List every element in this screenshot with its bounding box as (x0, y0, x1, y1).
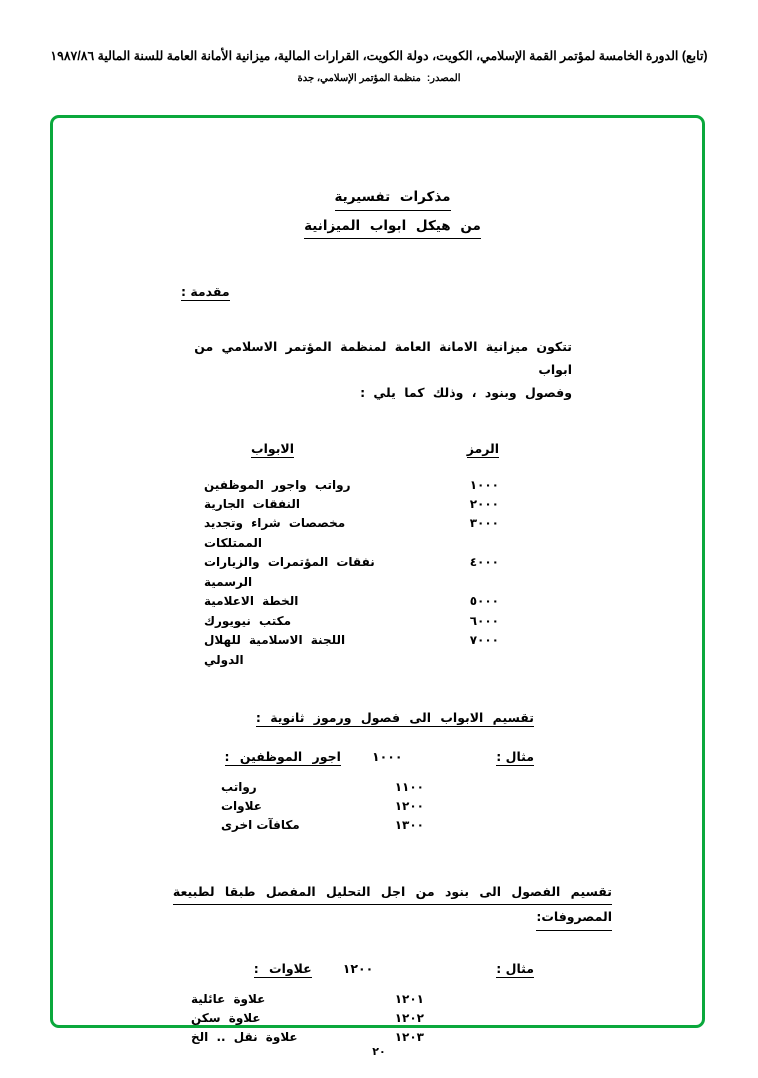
title-line-2: من هيكل ابواب الميزانية (304, 216, 481, 240)
column-header-code-wrap (389, 441, 499, 458)
section2-example-value (201, 749, 426, 766)
source-value: منظمة المؤتمر الإسلامي، جدة (297, 73, 421, 85)
table-row (196, 476, 499, 495)
page-header (0, 48, 758, 84)
intro-paragraph-line-1: تتكون ميزانية الامانة العامة لمنظمة المؤتمر الاسلامي من ابواب (194, 339, 572, 378)
row-code: ٣٠٠٠ (469, 516, 499, 531)
list-item (101, 797, 424, 816)
sub-row-name: علاوة عائلية (191, 992, 266, 1006)
sub-row-code: ١٢٠٠ (394, 799, 424, 814)
sub-row-name: علاوة سكن (191, 1011, 261, 1026)
list-item (101, 1009, 424, 1028)
row-code: ٥٠٠٠ (469, 594, 499, 609)
intro-heading (101, 281, 654, 301)
sub-row-code: ١٢٠١ (394, 992, 424, 1006)
row-name: اللجنة الاسلامية للهلال الدولي (204, 633, 346, 667)
abwab-table-body (101, 476, 654, 670)
header-title: (تابع) الدورة الخامسة لمؤتمر القمة الإسلامي، الكويت، دولة الكويت، القرارات المالية، ميزانية الأمانة العامة للسنة المالية ١٩٨٧/٨٦ (50, 49, 708, 63)
list-item (101, 816, 424, 835)
section3-example-name: علاوات : (253, 961, 312, 976)
sub-row-code: ١٢٠٣ (394, 1030, 424, 1045)
section2-rows (101, 778, 654, 836)
column-header-name: الابواب (251, 440, 294, 456)
title-line-1: مذكرات تفسيرية (335, 187, 451, 211)
document-content (53, 118, 702, 1045)
row-name: مكتب نيويورك (204, 613, 292, 628)
row-name: رواتب واجور الموظفين (204, 477, 351, 492)
list-item (101, 990, 424, 1009)
sub-row-code: ١٣٠٠ (394, 818, 424, 833)
row-name: نفقات المؤتمرات والزيارات الرسمية (204, 555, 375, 589)
row-code: ٧٠٠٠ (469, 633, 499, 648)
header-source (0, 73, 758, 84)
row-code: ٢٠٠٠ (469, 497, 499, 511)
section3-example-code: ١٢٠٠ (342, 961, 374, 976)
section3-example-label: مثال : (496, 961, 534, 976)
table-row (196, 553, 499, 592)
section2-title (101, 710, 654, 727)
intro-paragraph (101, 335, 654, 404)
sub-row-code: ١١٠٠ (394, 779, 424, 794)
table-row (196, 514, 499, 553)
section2-example-label: مثال : (496, 748, 534, 764)
sub-row-name: علاوات (221, 799, 262, 814)
abwab-table-header (101, 441, 654, 458)
section3-title-line-2: المصروفات: (536, 905, 612, 931)
row-name: الخطة الاعلامية (204, 594, 299, 609)
column-header-name-wrap (196, 441, 389, 458)
table-row (196, 592, 499, 611)
section2-example-header (101, 749, 654, 766)
intro-heading-text: مقدمة : (181, 284, 230, 300)
table-row (196, 495, 499, 514)
green-border-frame (50, 115, 705, 1045)
section2-example-name: اجور الموظفين : (224, 748, 341, 764)
section3-example-header (101, 961, 654, 978)
section3-title-line-1: تقسيم الفصول الى بنود من اجل التحليل المفصل طبقا لطبيعة (173, 880, 612, 906)
row-code: ٦٠٠٠ (469, 613, 499, 628)
document-title (101, 186, 684, 239)
list-item (101, 778, 424, 797)
section3-title (101, 880, 654, 932)
intro-paragraph-line-2: وفصول وبنود ، وذلك كما يلي : (360, 385, 572, 401)
column-header-code: الرمز (466, 440, 499, 456)
section2-example-label-wrap (426, 749, 534, 766)
table-row (196, 612, 499, 631)
row-name: مخصصات شراء وتجديد الممتلكات (204, 516, 346, 550)
row-code: ١٠٠٠ (469, 477, 499, 492)
sub-row-name: علاوة نقل .. الخ (191, 1030, 298, 1045)
source-label: المصدر: (426, 73, 461, 85)
page-number: ٢٠ (372, 1045, 386, 1058)
section2-example-code: ١٠٠٠ (371, 748, 403, 764)
sub-row-name: رواتب (221, 779, 257, 794)
row-code: ٤٠٠٠ (469, 555, 499, 570)
sub-row-code: ١٢٠٢ (394, 1011, 424, 1026)
section3-example-label-wrap (426, 961, 534, 978)
section3-rows (101, 990, 654, 1048)
section2-title-text: تقسيم الابواب الى فصول ورموز ثانوية : (255, 709, 534, 725)
table-row (196, 631, 499, 670)
section3-example-value (201, 961, 426, 978)
row-name: النفقات الجارية (204, 497, 300, 511)
sub-row-name: مكافآت اخرى (221, 818, 300, 833)
